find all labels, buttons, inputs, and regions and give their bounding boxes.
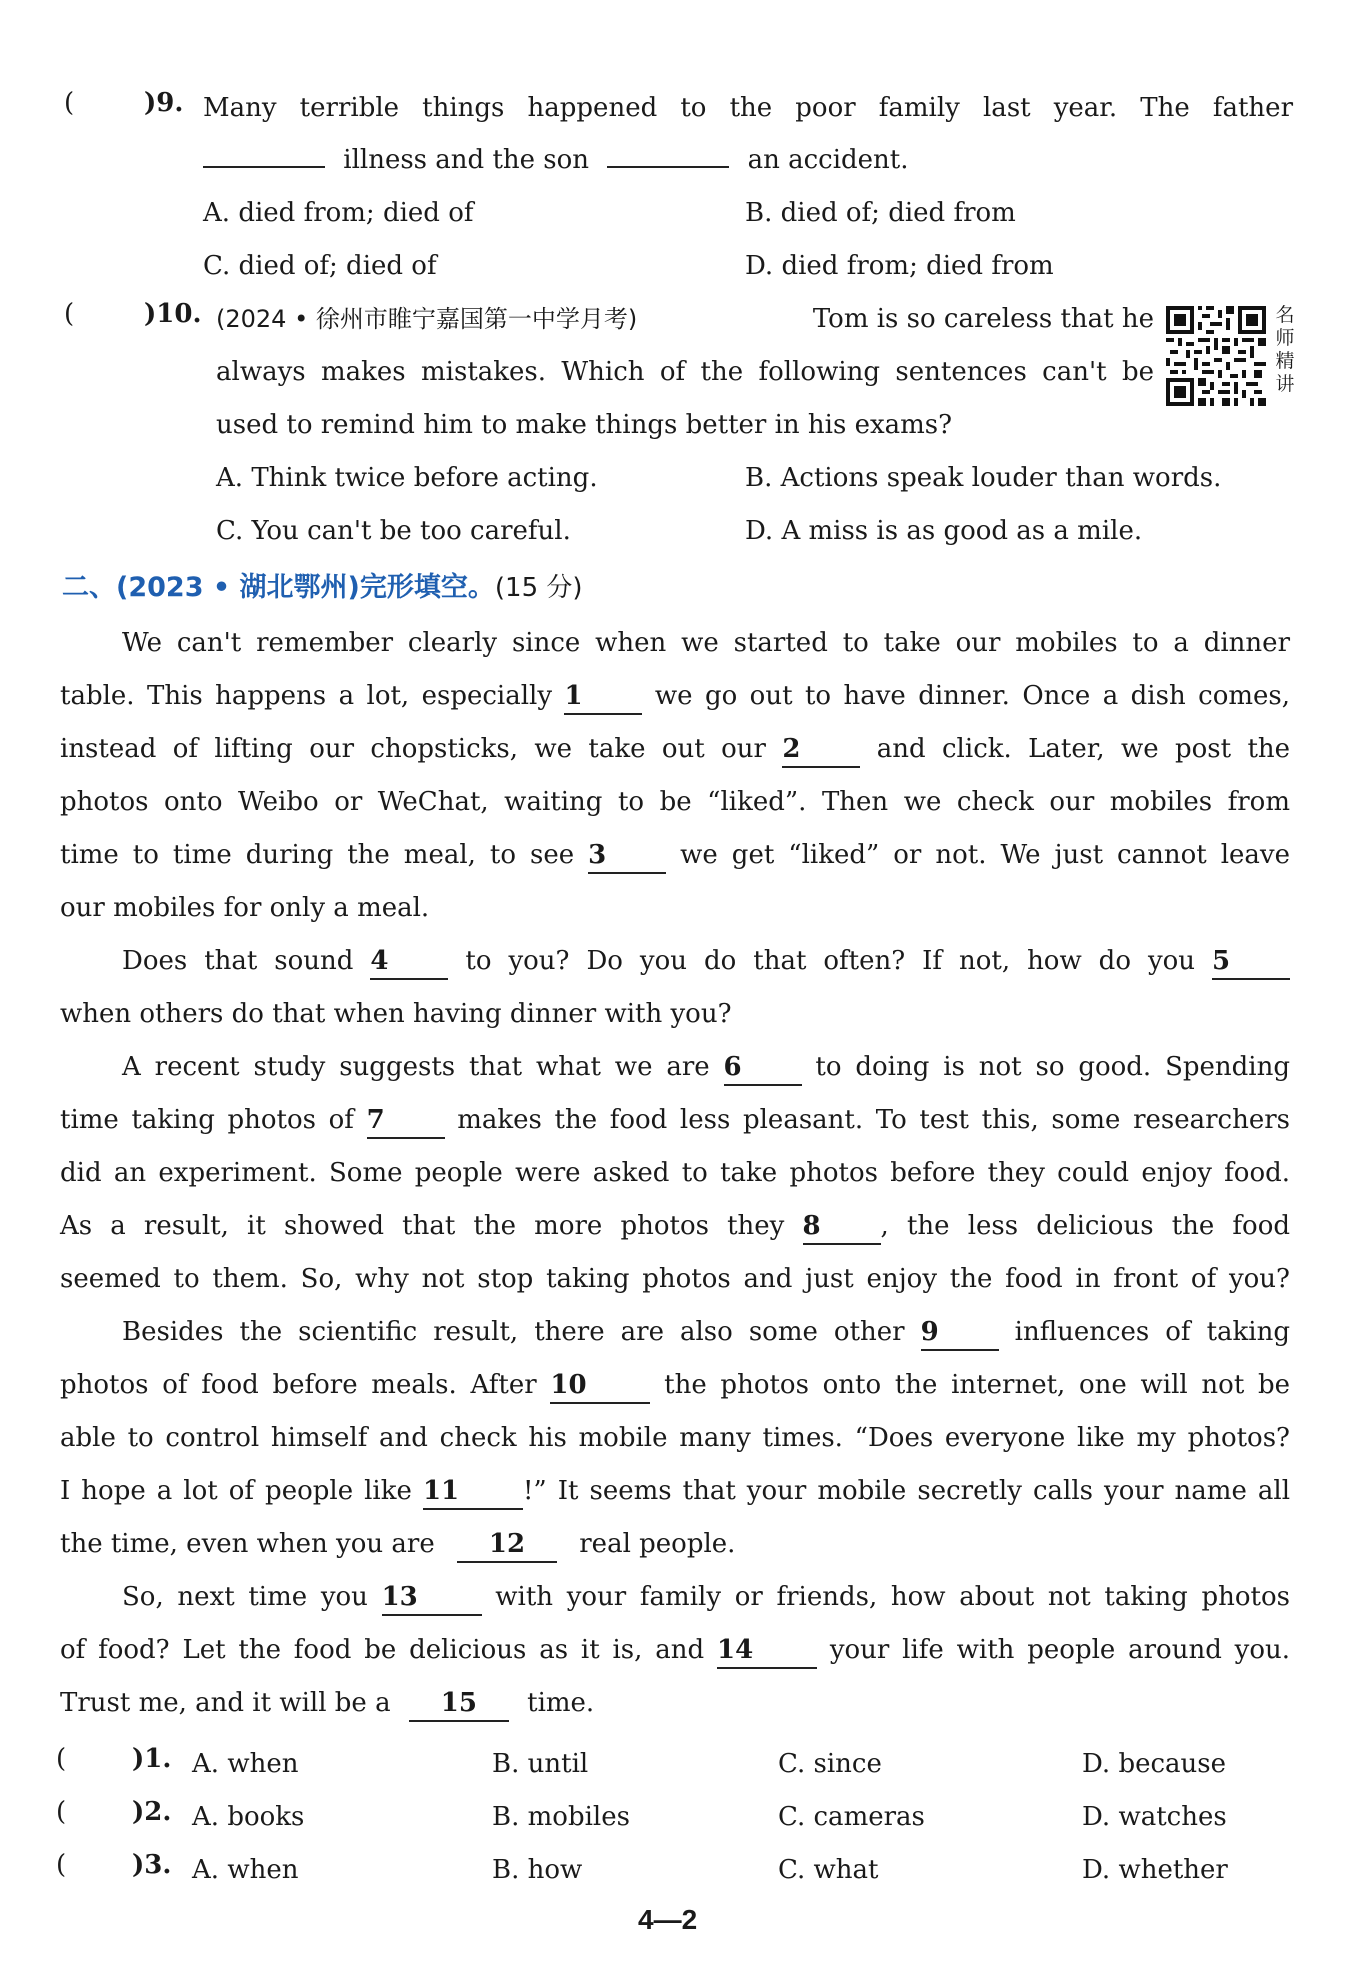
- answer-1-option-d: [1082, 1744, 1226, 1784]
- qr-caption-char: 讲: [1275, 373, 1295, 395]
- answer-1-paren: (: [56, 1744, 67, 1774]
- answer-1-option-b: [492, 1744, 588, 1784]
- q10-option-b: [745, 458, 1221, 498]
- qr-code-icon: [1166, 306, 1266, 406]
- q9-stem-end: an accident.: [747, 145, 909, 175]
- q10-option-c-letter: C.: [216, 516, 244, 546]
- passage-text: Does that sound: [122, 946, 354, 976]
- q9-answer-paren: (: [64, 88, 75, 118]
- option-letter: B.: [492, 1749, 520, 1779]
- q10-answer-paren: (: [64, 299, 75, 329]
- q10-option-d: [745, 511, 1142, 551]
- answer-3-paren: (: [56, 1850, 67, 1880]
- answer-1-option-c: [778, 1744, 882, 1784]
- qr-caption-char: 师: [1275, 327, 1295, 349]
- answer-2-option-a: [192, 1797, 304, 1837]
- passage-p1-line5: [60, 835, 1290, 875]
- answer-2-number: )2.: [132, 1797, 172, 1827]
- passage-p4-line5: [60, 1524, 735, 1564]
- qr-caption-char: 精: [1275, 350, 1295, 372]
- option-text: when: [227, 1855, 299, 1885]
- q10-stem-line1-text: Tom is so careless that he: [812, 304, 1154, 334]
- q10-option-a-text: Think twice before acting.: [251, 463, 598, 493]
- q10-stem-line2: always makes mistakes. Which of the following sentences can't be: [216, 357, 1154, 387]
- blank-13: 13: [382, 1580, 482, 1616]
- passage-text: influences of taking: [1014, 1317, 1291, 1347]
- passage-p4-line2: [60, 1365, 1290, 1405]
- answer-2-option-c: [778, 1797, 925, 1837]
- option-text: mobiles: [527, 1802, 630, 1832]
- q9-option-a-text: died from; died of: [238, 198, 474, 228]
- passage-text: and click. Later, we post the: [876, 734, 1291, 764]
- q9-option-d-text: died from; died from: [781, 251, 1054, 281]
- option-text: when: [227, 1749, 299, 1779]
- passage-p5-line1: [122, 1577, 1290, 1617]
- q9-option-d-letter: D.: [745, 251, 774, 281]
- option-letter: B.: [492, 1802, 520, 1832]
- passage-text: makes the food less pleasant. To test this, some researchers: [457, 1105, 1291, 1135]
- answer-1-number: )1.: [132, 1744, 172, 1774]
- passage-text: time taking photos of: [60, 1105, 354, 1135]
- option-text: books: [227, 1802, 305, 1832]
- answer-3-number: )3.: [132, 1850, 172, 1880]
- q9-option-c-text: died of; died of: [238, 251, 437, 281]
- passage-p4-line1: [122, 1312, 1290, 1352]
- q10-option-b-text: Actions speak louder than words.: [780, 463, 1222, 493]
- section-score: (15 分): [494, 573, 583, 603]
- blank-11: 11: [423, 1474, 523, 1510]
- passage-text: time to time during the meal, to see: [60, 840, 575, 870]
- passage-text: time.: [527, 1688, 595, 1718]
- q10-option-d-letter: D.: [745, 516, 774, 546]
- option-text: cameras: [813, 1802, 925, 1832]
- passage-text: the time, even when you are: [60, 1529, 435, 1559]
- passage-text: to you? Do you do that often? If not, how do you: [465, 946, 1196, 976]
- q9-blank-2: [607, 166, 729, 168]
- option-letter: B.: [492, 1855, 520, 1885]
- option-text: until: [527, 1749, 589, 1779]
- q10-option-a-letter: A.: [216, 463, 244, 493]
- passage-text: photos of food before meals. After: [60, 1370, 537, 1400]
- blank-14: 14: [717, 1633, 817, 1669]
- q9-option-c: [203, 246, 437, 286]
- q10-number: )10.: [144, 299, 202, 329]
- q9-option-a: [203, 193, 473, 233]
- passage-p1-line4: photos onto Weibo or WeChat, waiting to be “liked”. Then we check our mobiles from: [60, 787, 1290, 817]
- blank-9: 9: [921, 1315, 999, 1351]
- option-text: since: [813, 1749, 882, 1779]
- q10-option-c-text: You can't be too careful.: [251, 516, 571, 546]
- section-heading: [62, 568, 583, 608]
- passage-text: we get “liked” or not. We just cannot leave: [680, 840, 1290, 870]
- passage-text: instead of lifting our chopsticks, we take out our: [60, 734, 766, 764]
- passage-p4-line4: [60, 1471, 1290, 1511]
- q9-option-b-letter: B.: [745, 198, 773, 228]
- passage-p1-line2: [60, 676, 1290, 716]
- q10-option-d-text: A miss is as good as a mile.: [781, 516, 1143, 546]
- option-letter: A.: [192, 1749, 220, 1779]
- passage-text: of food? Let the food be delicious as it is, and: [60, 1635, 705, 1665]
- passage-text: A recent study suggests that what we are: [122, 1052, 710, 1082]
- passage-text: , the less delicious the food: [880, 1211, 1291, 1241]
- option-text: whether: [1118, 1855, 1228, 1885]
- answer-2-paren: (: [56, 1797, 67, 1827]
- q10-stem-line3: used to remind him to make things better in his exams?: [216, 410, 953, 440]
- q10-option-c: [216, 511, 571, 551]
- q10-option-b-letter: B.: [745, 463, 773, 493]
- passage-p3-line4: [60, 1206, 1290, 1246]
- answer-1-option-a: [192, 1744, 298, 1784]
- option-letter: D.: [1082, 1855, 1111, 1885]
- section-title: 二、(2023 • 湖北鄂州)完形填空。: [62, 572, 495, 603]
- q9-option-b-text: died of; died from: [780, 198, 1016, 228]
- blank-1: 1: [564, 679, 642, 715]
- passage-text: the photos onto the internet, one will not be: [664, 1370, 1291, 1400]
- blank-6: 6: [724, 1050, 802, 1086]
- option-letter: A.: [192, 1802, 220, 1832]
- q9-stem-line2: [203, 140, 909, 180]
- passage-p5-line2: [60, 1630, 1290, 1670]
- passage-p3-line3: did an experiment. Some people were asked to take photos before they could enjoy food.: [60, 1158, 1290, 1188]
- passage-p3-line5: seemed to them. So, why not stop taking photos and just enjoy the food in front of you?: [60, 1264, 1290, 1294]
- q9-option-b: [745, 193, 1016, 233]
- q9-number: )9.: [144, 88, 184, 118]
- passage-text: your life with people around you.: [829, 1635, 1291, 1665]
- passage-text: Trust me, and it will be a: [60, 1688, 391, 1718]
- q9-option-c-letter: C.: [203, 251, 231, 281]
- option-letter: D.: [1082, 1749, 1111, 1779]
- passage-p3-line1: [122, 1047, 1290, 1087]
- option-text: because: [1118, 1749, 1227, 1779]
- passage-text: table. This happens a lot, especially: [60, 681, 553, 711]
- blank-15: 15: [409, 1686, 509, 1722]
- blank-10: 10: [550, 1368, 650, 1404]
- option-letter: C.: [778, 1802, 806, 1832]
- option-text: what: [813, 1855, 879, 1885]
- passage-p5-line3: [60, 1683, 594, 1723]
- page-number: 4—2: [638, 1904, 698, 1935]
- answer-3-option-c: [778, 1850, 878, 1890]
- q9-stem-line1: Many terrible things happened to the poor family last year. The father: [203, 93, 1293, 123]
- qr-caption-char: 名: [1275, 304, 1295, 326]
- answer-3-option-a: [192, 1850, 298, 1890]
- blank-4: 4: [370, 944, 448, 980]
- option-text: watches: [1118, 1802, 1227, 1832]
- blank-2: 2: [782, 732, 860, 768]
- passage-p2-line2: when others do that when having dinner with you?: [60, 999, 732, 1029]
- passage-text: So, next time you: [122, 1582, 368, 1612]
- option-letter: C.: [778, 1855, 806, 1885]
- q10-source: (2024 • 徐州市睢宁嘉国第一中学月考): [216, 305, 638, 333]
- passage-p3-line2: [60, 1100, 1290, 1140]
- passage-text: we go out to have dinner. Once a dish comes,: [654, 681, 1290, 711]
- passage-p1-line6: our mobiles for only a meal.: [60, 893, 430, 923]
- answer-3-option-b: [492, 1850, 582, 1890]
- q9-option-a-letter: A.: [203, 198, 231, 228]
- q9-stem-mid: illness and the son: [343, 145, 590, 175]
- passage-text: to doing is not so good. Spending: [815, 1052, 1291, 1082]
- passage-text: I hope a lot of people like: [60, 1476, 412, 1506]
- blank-5: 5: [1212, 944, 1290, 980]
- passage-text: real people.: [579, 1529, 736, 1559]
- option-letter: A.: [192, 1855, 220, 1885]
- q9-blank-1: [203, 166, 325, 168]
- answer-2-option-d: [1082, 1797, 1227, 1837]
- passage-text: Besides the scientific result, there are also some other: [122, 1317, 905, 1347]
- answer-2-option-b: [492, 1797, 630, 1837]
- passage-text: As a result, it showed that the more photos they: [60, 1211, 785, 1241]
- answer-3-option-d: [1082, 1850, 1228, 1890]
- q10-stem-line1: [216, 299, 1154, 339]
- blank-12: 12: [457, 1527, 557, 1563]
- blank-7: 7: [367, 1103, 445, 1139]
- passage-text: !” It seems that your mobile secretly calls your name all: [522, 1476, 1291, 1506]
- qr-caption: [1272, 304, 1298, 396]
- blank-8: 8: [803, 1209, 881, 1245]
- passage-p1-line3: [60, 729, 1290, 769]
- q10-option-a: [216, 458, 598, 498]
- blank-3: 3: [588, 838, 666, 874]
- passage-p2-line1: [122, 941, 1290, 981]
- option-text: how: [527, 1855, 583, 1885]
- option-letter: D.: [1082, 1802, 1111, 1832]
- q9-option-d: [745, 246, 1054, 286]
- passage-text: with your family or friends, how about not taking photos: [495, 1582, 1290, 1612]
- passage-p4-line3: able to control himself and check his mobile many times. “Does everyone like my photos?: [60, 1423, 1290, 1453]
- option-letter: C.: [778, 1749, 806, 1779]
- passage-p1-line1: We can't remember clearly since when we started to take our mobiles to a dinner: [122, 628, 1290, 658]
